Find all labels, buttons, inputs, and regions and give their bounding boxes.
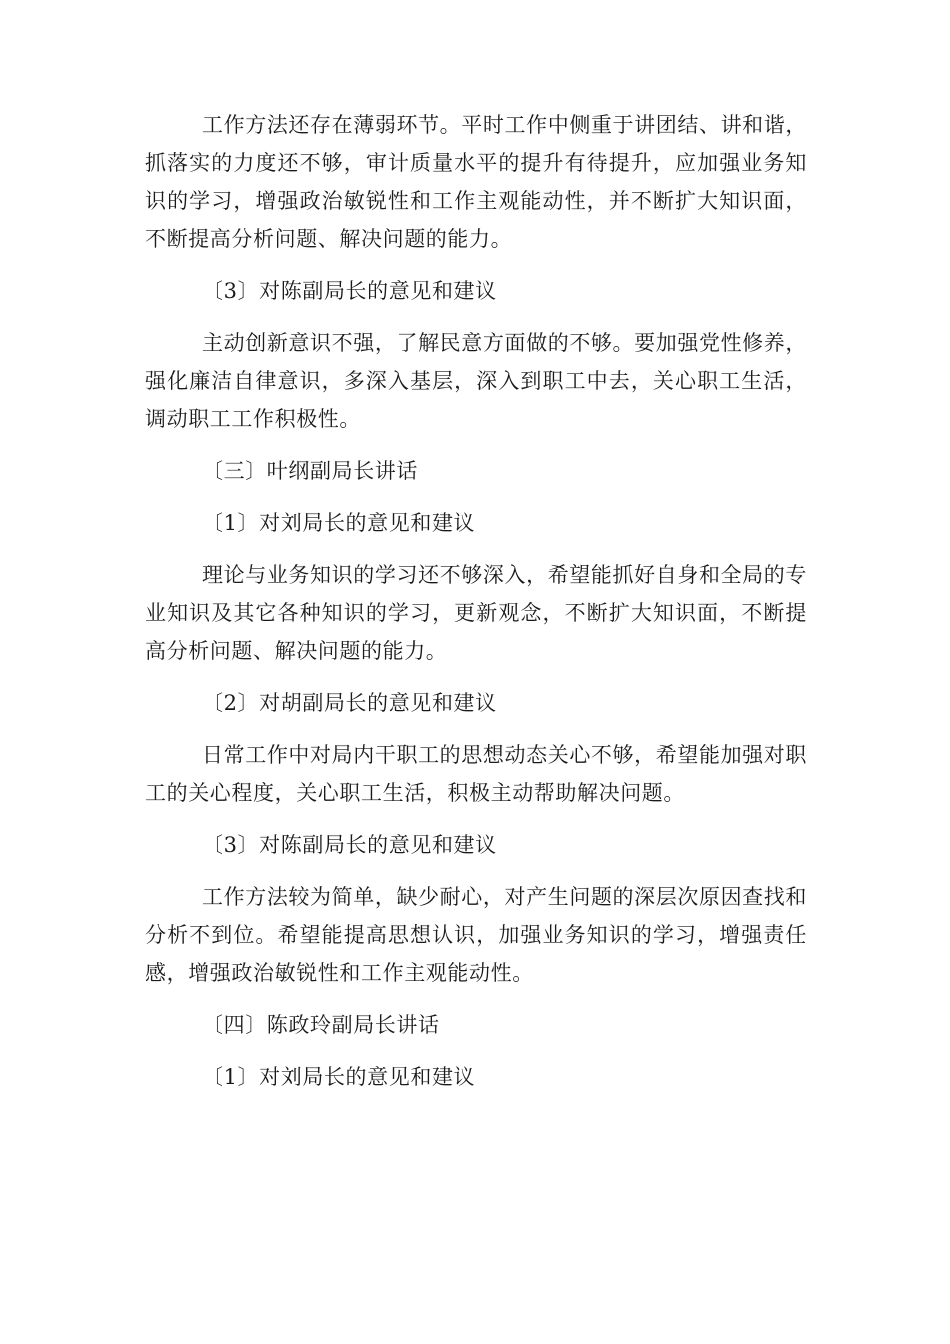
section-heading: 〔1〕对刘局长的意见和建议	[202, 511, 476, 535]
section-heading: 〔3〕对陈副局长的意见和建议	[202, 833, 497, 857]
section-heading: 〔三〕叶纲副局长讲话	[202, 459, 418, 483]
section-heading: 〔3〕对陈副局长的意见和建议	[202, 279, 497, 303]
paragraph: 工作方法还存在薄弱环节。平时工作中侧重于讲团结、讲和谐，抓落实的力度还不够，审计质量水平的提升有待提升，应加强业务知识的学习，增强政治敏锐性和工作主观能动性，并不断扩大知识面，不断提高分析问题、解决问题的能力。	[145, 113, 807, 251]
paragraph: 主动创新意识不强，了解民意方面做的不够。要加强党性修养，强化廉洁自律意识，多深入基层，深入到职工中去，关心职工生活，调动职工工作积极性。	[145, 331, 807, 431]
document-body	[145, 106, 807, 1110]
paragraph: 理论与业务知识的学习还不够深入，希望能抓好自身和全局的专业知识及其它各种知识的学习，更新观念，不断扩大知识面，不断提高分析问题、解决问题的能力。	[145, 563, 807, 663]
section-heading: 〔四〕陈政玲副局长讲话	[202, 1013, 440, 1037]
paragraph: 工作方法较为简单，缺少耐心，对产生问题的深层次原因查找和分析不到位。希望能提高思想认识，加强业务知识的学习，增强责任感，增强政治敏锐性和工作主观能动性。	[145, 885, 807, 985]
section-heading: 〔2〕对胡副局长的意见和建议	[202, 691, 497, 715]
paragraph: 日常工作中对局内干职工的思想动态关心不够，希望能加强对职工的关心程度，关心职工生活，积极主动帮助解决问题。	[145, 743, 807, 805]
section-heading: 〔1〕对刘局长的意见和建议	[202, 1065, 476, 1089]
